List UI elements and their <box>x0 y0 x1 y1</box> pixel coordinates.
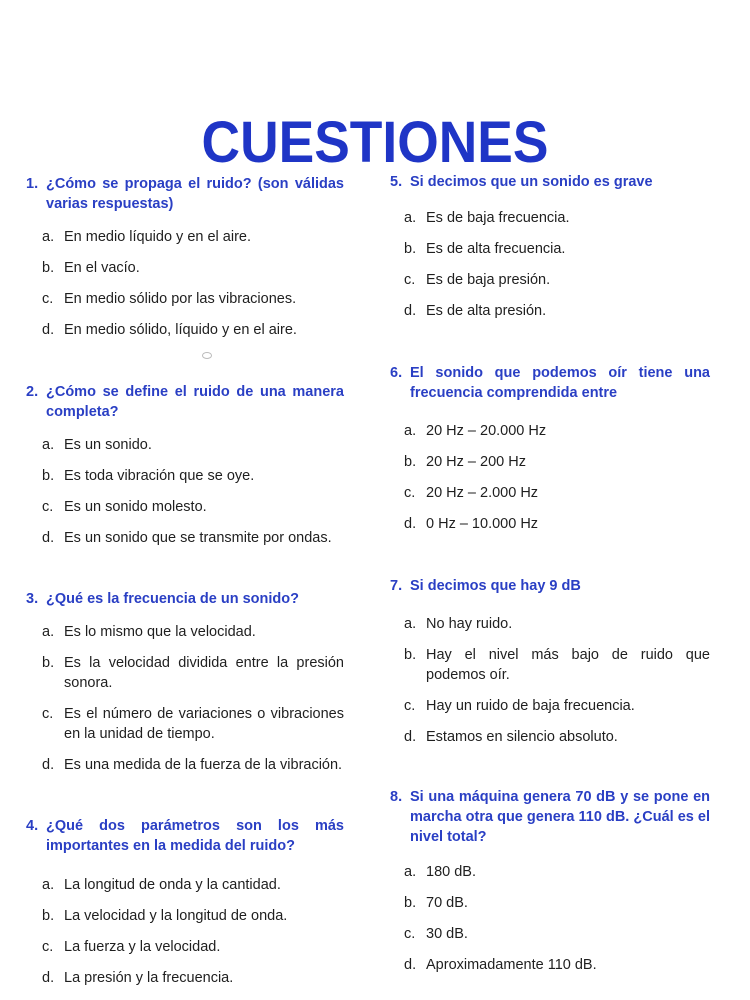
question-text: Si una máquina genera 70 dB y se pone en marcha otra que genera 110 dB. ¿Cuál es el nivel total? <box>410 789 710 845</box>
option-a: a. No hay ruido. <box>404 616 513 632</box>
question-text: Si decimos que hay 9 dB <box>410 578 581 594</box>
option-d: d. Es de alta presión. <box>404 303 547 319</box>
question-number: 7. <box>390 578 403 594</box>
question-5 <box>390 172 710 332</box>
option-c: c. La fuerza y la velocidad. <box>42 939 221 955</box>
option-c: c. Es un sonido molesto. <box>42 499 207 515</box>
question-number: 3. <box>26 591 39 607</box>
question-8 <box>390 787 710 986</box>
option-d: d. 0 Hz – 10.000 Hz <box>404 516 539 532</box>
question-number: 1. <box>26 176 39 192</box>
option-d: d. Es un sonido que se transmite por ondas. <box>42 530 332 546</box>
question-3 <box>26 589 344 786</box>
option-b: b. Hay el nivel más bajo de ruido que podemos oír. <box>404 647 710 683</box>
question-number: 4. <box>26 818 39 834</box>
question-number: 5. <box>390 174 403 190</box>
question-text: ¿Cómo se define el ruido de una manera completa? <box>46 384 344 420</box>
option-d: d. En medio sólido, líquido y en el aire. <box>42 322 297 338</box>
option-b: b. 20 Hz – 200 Hz <box>404 454 526 470</box>
option-d: d. Estamos en silencio absoluto. <box>404 729 618 745</box>
option-c: c. Es de baja presión. <box>404 272 551 288</box>
option-d: d. Es una medida de la fuerza de la vibración. <box>42 757 343 773</box>
question-4 <box>26 816 344 999</box>
scan-speck <box>202 352 212 359</box>
question-number: 8. <box>390 789 403 805</box>
question-number: 2. <box>26 384 39 400</box>
option-b: b. Es la velocidad dividida entre la presión sonora. <box>42 655 344 691</box>
option-c: c. Es el número de variaciones o vibraciones en la unidad de tiempo. <box>42 706 344 742</box>
option-c: c. Hay un ruido de baja frecuencia. <box>404 698 635 714</box>
question-2 <box>26 382 344 559</box>
question-text: Si decimos que un sonido es grave <box>410 174 653 190</box>
option-a: a. 180 dB. <box>404 864 476 880</box>
question-1 <box>26 174 344 351</box>
question-text: ¿Qué es la frecuencia de un sonido? <box>46 591 299 607</box>
question-7 <box>390 576 710 758</box>
question-text: El sonido que podemos oír tiene una frecuencia comprendida entre <box>410 365 710 401</box>
option-a: a. La longitud de onda y la cantidad. <box>42 877 281 893</box>
page-title: CUESTIONES <box>201 109 549 175</box>
question-number: 6. <box>390 365 403 381</box>
option-d: d. La presión y la frecuencia. <box>42 970 234 986</box>
option-b: b. Es toda vibración que se oye. <box>42 468 255 484</box>
question-6 <box>390 363 710 545</box>
option-b: b. Es de alta frecuencia. <box>404 241 566 257</box>
option-a: a. En medio líquido y en el aire. <box>42 229 251 245</box>
option-a: a. Es lo mismo que la velocidad. <box>42 624 256 640</box>
option-b: b. En el vacío. <box>42 260 140 276</box>
option-a: a. 20 Hz – 20.000 Hz <box>404 423 547 439</box>
option-b: b. 70 dB. <box>404 895 468 911</box>
question-text: ¿Cómo se propaga el ruido? (son válidas varias respuestas) <box>46 176 344 212</box>
option-c: c. 20 Hz – 2.000 Hz <box>404 485 539 501</box>
option-a: a. Es un sonido. <box>42 437 152 453</box>
question-text: ¿Qué dos parámetros son los más importantes en la medida del ruido? <box>46 818 344 854</box>
option-d: d. Aproximadamente 110 dB. <box>404 957 597 973</box>
option-a: a. Es de baja frecuencia. <box>404 210 570 226</box>
option-c: c. En medio sólido por las vibraciones. <box>42 291 297 307</box>
option-b: b. La velocidad y la longitud de onda. <box>42 908 288 924</box>
option-c: c. 30 dB. <box>404 926 468 942</box>
